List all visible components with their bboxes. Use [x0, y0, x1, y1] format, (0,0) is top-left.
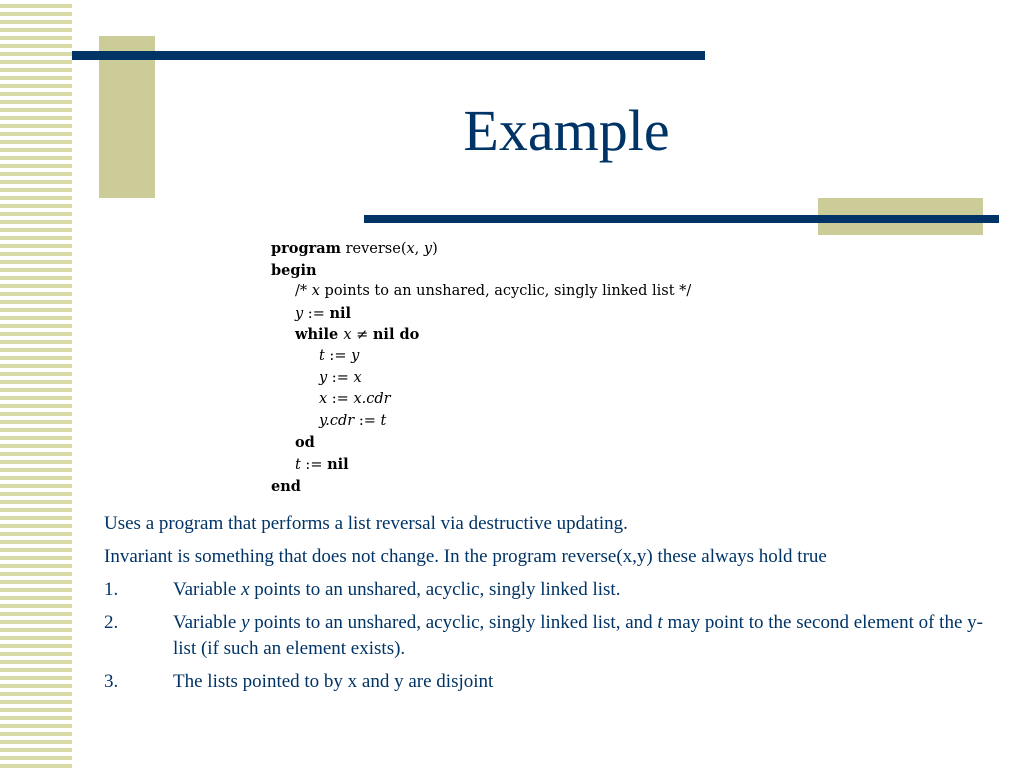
code-line: program reverse(x, y) — [271, 240, 438, 257]
slide-body — [104, 511, 994, 702]
item-number: 1. — [104, 579, 119, 600]
numbered-item — [104, 610, 994, 662]
code-line: t := nil — [295, 455, 349, 473]
code-line: t := y — [319, 347, 360, 364]
code-line: while x ≠ nil do — [295, 326, 420, 344]
decorative-block-top — [99, 36, 155, 198]
slide-title: Example — [463, 98, 670, 163]
item-number: 3. — [104, 671, 119, 692]
item-text: The lists pointed to by x and y are disjoint — [173, 671, 494, 692]
paragraph: Uses a program that performs a list reversal via destructive updating. — [104, 513, 628, 534]
code-line: end — [271, 477, 301, 495]
code-line: y.cdr := t — [319, 412, 387, 429]
code-line: begin — [271, 261, 317, 279]
numbered-item — [104, 669, 994, 695]
code-line: y := x — [319, 369, 362, 386]
numbered-item — [104, 577, 994, 603]
item-text: Variable y points to an unshared, acyclic, singly linked list, and t may point to the second element of the y-list (if such an element exists). — [173, 612, 983, 659]
item-number: 2. — [104, 612, 119, 633]
decorative-bar-middle — [364, 215, 999, 223]
code-line: y := nil — [295, 304, 352, 322]
item-text: Variable x points to an unshared, acyclic, singly linked list. — [173, 579, 621, 600]
code-line: /* x points to an unshared, acyclic, singly linked list */ — [295, 283, 692, 300]
code-line: od — [295, 434, 315, 452]
code-line: x := x.cdr — [319, 391, 391, 408]
paragraph: Invariant is something that does not change. In the program reverse(x,y) these always hold true — [104, 546, 827, 567]
code-block — [271, 238, 691, 497]
decorative-bar-top — [72, 51, 705, 60]
decorative-stripes — [0, 0, 72, 768]
